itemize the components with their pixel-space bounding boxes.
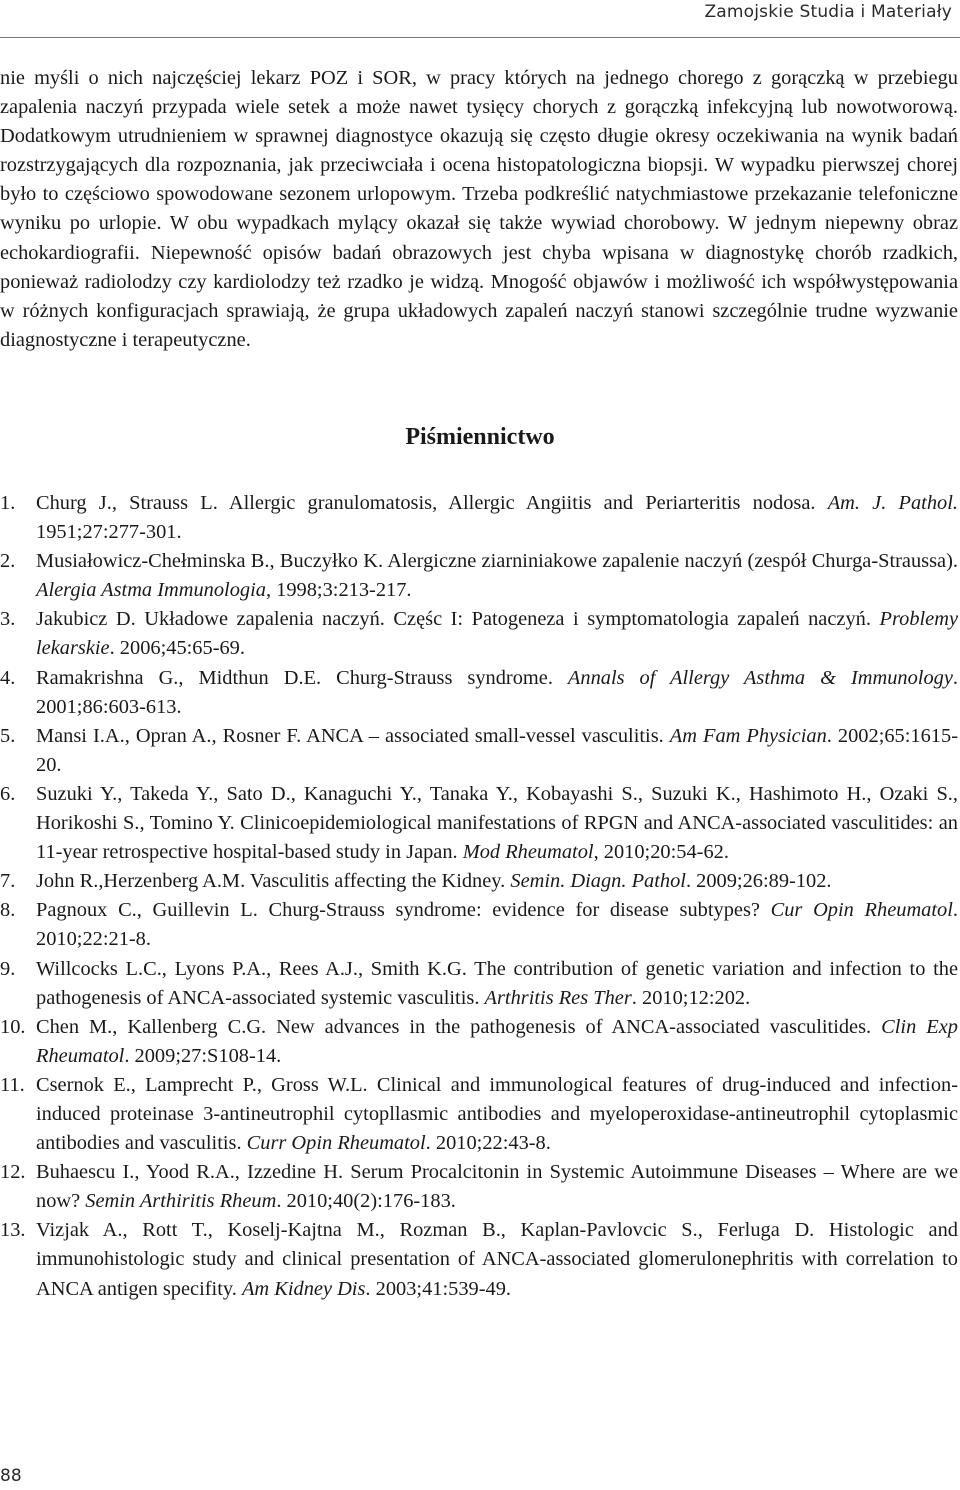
reference-journal: Mod Rheumatol	[462, 841, 594, 864]
reference-citation: Willcocks L.C., Lyons P.A., Rees A.J., Smith K.G. The contribution of genetic variation and infection to the pathogenesis of ANCA-associated systemic vasculitis.	[36, 957, 958, 1009]
reference-journal: Arthritis Res Ther	[484, 986, 632, 1009]
reference-publication-details: , 1998;3:213-217.	[265, 579, 412, 602]
reference-citation: Ramakrishna G., Midthun D.E. Churg-Strauss syndrome.	[36, 666, 568, 689]
reference-citation: Vizjak A., Rott T., Koselj-Kajtna M., Rozman B., Kaplan-Pavlovcic S., Ferluga D. Histologic and immunohistologic study and clinical presentation of ANCA-associated glomerulonephritis with correlation to ANCA antigen specifity.	[36, 1219, 958, 1300]
reference-item	[0, 722, 958, 780]
reference-item	[0, 664, 958, 722]
reference-number: 11.	[0, 1073, 25, 1096]
reference-publication-details: . 2010;22:43-8.	[425, 1132, 551, 1155]
reference-publication-details: , 2010;20:54-62.	[593, 841, 729, 864]
reference-journal: Am. J. Pathol.	[827, 492, 958, 514]
reference-journal: Problemy lekarskie	[36, 608, 958, 660]
reference-journal: Annals of Allergy Asthma & Immunology	[567, 666, 953, 689]
reference-publication-details: . 2001;86:603-613.	[36, 666, 958, 718]
reference-citation: Mansi I.A., Opran A., Rosner F. ANCA – associated small-vessel vasculitis.	[36, 724, 670, 747]
reference-number: 4.	[0, 666, 16, 689]
references-heading: Piśmiennictwo	[405, 424, 555, 450]
reference-number: 2.	[0, 550, 16, 573]
reference-number: 3.	[0, 608, 16, 631]
reference-journal: Am Fam Physician	[669, 724, 827, 747]
reference-item	[0, 896, 958, 954]
reference-number: 6.	[0, 782, 16, 805]
reference-citation: Chen M., Kallenberg C.G. New advances in the pathogenesis of ANCA-associated vasculitides.	[36, 1015, 882, 1038]
reference-item	[0, 605, 958, 663]
page-number: 88	[0, 1466, 22, 1486]
reference-item	[0, 1013, 958, 1071]
reference-item	[0, 1216, 958, 1303]
reference-number: 7.	[0, 870, 16, 893]
reference-journal: Am Kidney Dis	[241, 1277, 366, 1300]
reference-number: 8.	[0, 899, 16, 922]
reference-number: 5.	[0, 724, 16, 747]
reference-citation: Jakubicz D. Układowe zapalenia naczyń. Częśc I: Patogeneza i symptomatologia zapaleń naczyń.	[36, 608, 880, 631]
reference-journal: Curr Opin Rheumatol	[246, 1132, 426, 1155]
reference-number: 10.	[0, 1015, 26, 1038]
reference-citation: John R.,Herzenberg A.M. Vasculitis affecting the Kidney.	[36, 870, 511, 893]
reference-item	[0, 489, 958, 547]
reference-publication-details: . 2010;22:21-8.	[36, 899, 958, 951]
reference-number: 1.	[0, 492, 16, 514]
reference-publication-details: 1951;27:277-301.	[36, 521, 182, 544]
reference-number: 13.	[0, 1219, 26, 1242]
reference-journal: Semin. Diagn. Pathol	[510, 870, 686, 893]
reference-publication-details: . 2010;40(2):176-183.	[276, 1190, 456, 1213]
reference-item	[0, 1158, 958, 1216]
running-head-journal-title: Zamojskie Studia i Materiały	[704, 2, 952, 22]
reference-publication-details: . 2002;65:1615-20.	[36, 724, 958, 776]
reference-publication-details: . 2010;12:202.	[631, 986, 751, 1009]
reference-publication-details: . 2003;41:539-49.	[365, 1277, 511, 1300]
reference-publication-details: . 2006;45:65-69.	[109, 637, 245, 660]
reference-citation: Pagnoux C., Guillevin L. Churg-Strauss syndrome: evidence for disease subtypes?	[36, 899, 771, 922]
reference-journal: Clin Exp Rheumatol	[36, 1015, 958, 1067]
reference-citation: Suzuki Y., Takeda Y., Sato D., Kanaguchi Y., Tanaka Y., Kobayashi S., Suzuki K., Hashimoto H., Ozaki S., Horikoshi S., Tomino Y. Clinicoepidemiological manifestations of RPGN and ANCA-associated vasculitides: an 11-year retrospective hospital-based study in Japan.	[36, 782, 958, 864]
reference-number: 12.	[0, 1161, 26, 1184]
reference-number: 9.	[0, 957, 16, 980]
reference-citation: Csernok E., Lamprecht P., Gross W.L. Clinical and immunological features of drug-induced and infection-induced proteinase 3-antineutrophil cytopllasmic antibodies and myeloperoxidase-antineutrophil cytoplasmic antibodies and vasculitis.	[36, 1073, 958, 1155]
reference-item	[0, 547, 958, 605]
reference-citation: Churg J., Strauss L. Allergic granulomatosis, Allergic Angiitis and Periarteritis nodosa.	[36, 492, 828, 514]
header-rule	[0, 37, 960, 38]
body-paragraph: nie myśli o nich najczęściej lekarz POZ i SOR, w pracy których na jednego chorego z gorączką w przebiegu zapalenia naczyń przypada wiele setek a może nawet tysięcy chorych z gorączką infekcyjną lub nowotworową. Dodatkowym utrudnieniem w sprawnej diagnostyce okazują się często długie okresy oczekiwania na wynik badań rozstrzygających dla rozpoznania, jak przeciwciała i ocena histopatologiczna biopsji. W wypadku pierwszej chorej było to częściowo spowodowane sezonem urlopowym. Trzeba podkreślić natychmiastowe przekazanie telefoniczne wyniku po urlopie. W obu wypadkach mylący okazał się także wywiad chorobowy. W jednym niepewny obraz echokardiografii. Niepewność opisów badań obrazowych jest chyba wpisana w diagnostykę chorób rzadkich, ponieważ radiolodzy czy kardiolodzy też rzadko je widzą. Mnogość objawów i możliwość ich współwystępowania w różnych konfiguracjach sprawiają, że grupa układowych zapaleń naczyń stanowi szczególnie trudne wyzwanie diagnostyczne i terapeutyczne.	[0, 67, 958, 351]
reference-journal: Alergia Astma Immunologia	[36, 579, 266, 602]
reference-publication-details: . 2009;27:S108-14.	[124, 1044, 282, 1067]
reference-journal: Cur Opin Rheumatol	[770, 899, 953, 922]
reference-item	[0, 780, 958, 867]
reference-citation: Buhaescu I., Yood R.A., Izzedine H. Serum Procalcitonin in Systemic Autoimmune Diseases – Where are we now?	[36, 1161, 958, 1213]
reference-item	[0, 867, 958, 896]
reference-journal: Semin Arthiritis Rheum	[85, 1190, 277, 1213]
reference-citation: Musiałowicz-Chełminska B., Buczyłko K. Alergiczne ziarniniakowe zapalenie naczyń (zespół Churga-Straussa).	[36, 550, 958, 573]
reference-publication-details: . 2009;26:89-102.	[685, 870, 832, 893]
reference-list	[0, 489, 958, 1304]
reference-item	[0, 955, 958, 1013]
reference-item	[0, 1071, 958, 1158]
